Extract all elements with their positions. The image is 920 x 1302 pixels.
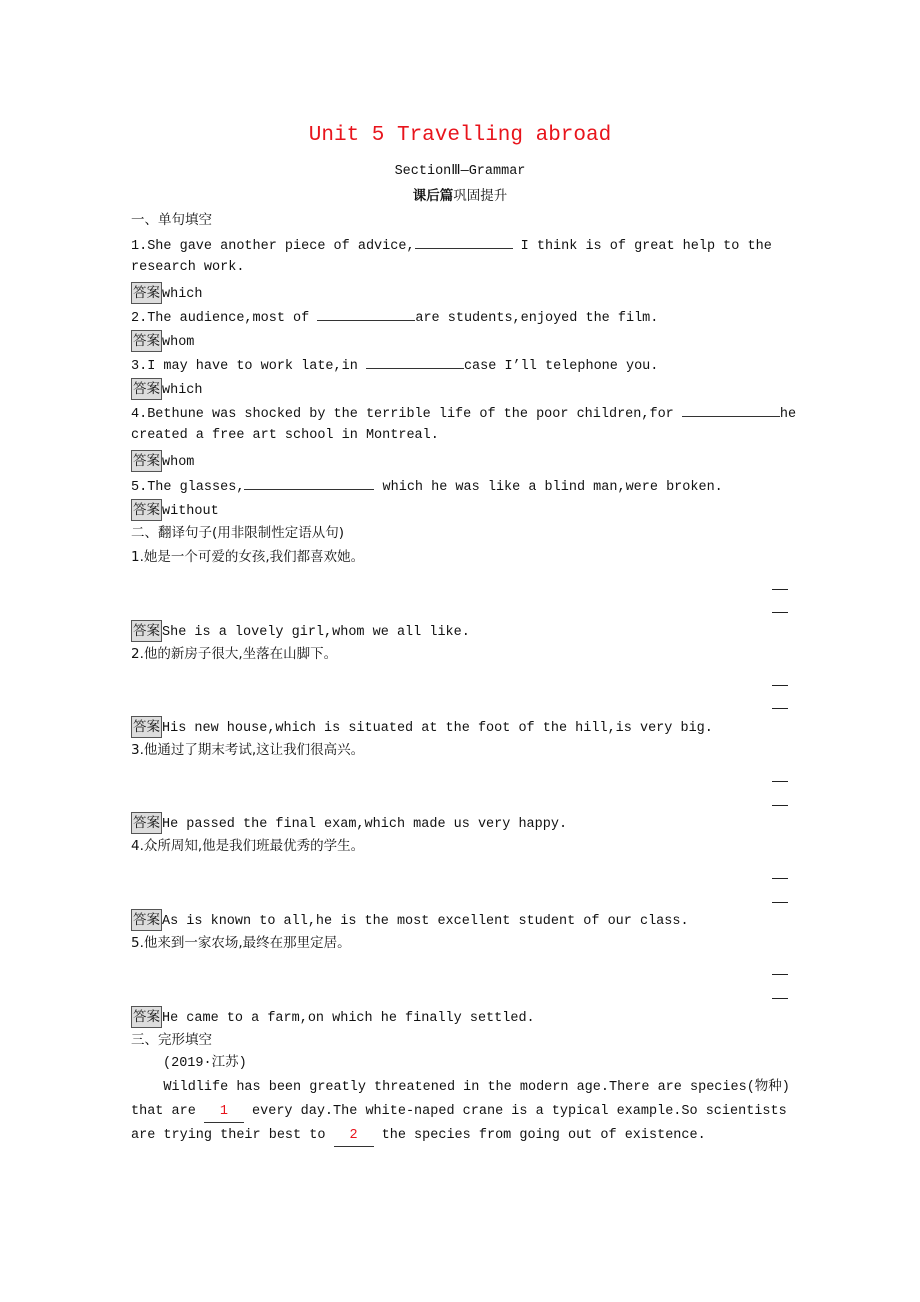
cloze-blank-1: 1 [204,1102,244,1123]
answer-text: which [162,287,203,302]
blank [244,475,374,490]
answer-label: 答案 [131,330,162,352]
q-text: 4.Bethune was shocked by the terrible life of the poor children,for [131,407,682,422]
passage-text: every day.The white-naped crane is a typical example.So scientists [243,1104,787,1119]
passage-line-2 [131,1102,787,1122]
translate-answer-1 [131,620,470,640]
part1-heading: 一、单句填空 [131,212,212,228]
q-text: I think is of great help to the [512,239,772,254]
answer-4 [131,450,194,470]
answer-text: whom [162,455,195,470]
answer-text: She is a lovely girl,whom we all like. [162,625,470,640]
answer-label: 答案 [131,378,162,400]
answer-label: 答案 [131,620,162,642]
answer-line [772,708,788,709]
question-4 [131,402,796,422]
answer-5 [131,499,219,519]
translate-answer-4 [131,909,689,929]
subtitle-rest: 巩固提升 [453,188,508,204]
translate-answer-3 [131,812,567,832]
answer-text: which [162,383,203,398]
q-text: 5.The glasses, [131,480,245,495]
section-title: SectionⅢ—Grammar [394,164,526,179]
answer-text: without [162,504,219,519]
passage-line-3 [131,1126,706,1146]
question-3 [131,354,658,374]
question-1-cont: research work. [131,260,245,275]
answer-text: He came to a farm,on which he finally settled. [162,1011,535,1026]
part3-heading: 三、完形填空 [131,1032,212,1048]
answer-label: 答案 [131,909,162,931]
passage-text: that are [131,1104,204,1119]
answer-line [772,685,788,686]
answer-line [772,781,788,782]
passage-text: the species from going out of existence. [373,1128,706,1143]
passage-text: are trying their best to [131,1128,334,1143]
translate-answer-2 [131,716,713,736]
q-text: 3.I may have to work late,in [131,359,366,374]
blank [366,354,464,369]
source-note: (2019·江苏) [163,1056,247,1071]
answer-1 [131,282,203,302]
answer-line [772,998,788,999]
blank [682,402,780,417]
q-text: 2.The audience,most of [131,311,318,326]
q-text: he [779,407,797,422]
question-1 [131,234,772,254]
answer-label: 答案 [131,282,162,304]
answer-text: whom [162,335,195,350]
answer-label: 答案 [131,450,162,472]
answer-label: 答案 [131,716,162,738]
question-5 [131,475,723,495]
q-text: case I’ll telephone you. [463,359,659,374]
answer-line [772,974,788,975]
blank [415,234,513,249]
answer-line [772,589,788,590]
translate-question-2: 2.他的新房子很大,坐落在山脚下。 [131,646,338,662]
translate-question-4: 4.众所周知,他是我们班最优秀的学生。 [131,838,365,854]
passage-line-1: Wildlife has been greatly threatened in the modern age.There are species(物种) [131,1080,790,1095]
answer-3 [131,378,203,398]
answer-text: He passed the final exam,which made us very happy. [162,817,568,832]
answer-line [772,902,788,903]
answer-text: His new house,which is situated at the foot of the hill,is very big. [162,721,713,736]
answer-text: As is known to all,he is the most excellent student of our class. [162,914,689,929]
translate-question-5: 5.他来到一家农场,最终在那里定居。 [131,935,351,951]
answer-label: 答案 [131,1006,162,1028]
question-2 [131,306,658,326]
subtitle-bold: 课后篇 [412,188,454,204]
answer-2 [131,330,194,350]
q-text: 1.She gave another piece of advice, [131,239,415,254]
answer-line [772,805,788,806]
doc-title: Unit 5 Travelling abroad [308,124,612,147]
translate-question-3: 3.他通过了期末考试,这让我们很高兴。 [131,742,365,758]
translate-question-1: 1.她是一个可爱的女孩,我们都喜欢她。 [131,549,365,565]
answer-label: 答案 [131,499,162,521]
q-text: which he was like a blind man,were broken. [374,480,723,495]
cloze-blank-2: 2 [334,1126,374,1147]
subtitle [0,186,920,206]
answer-label: 答案 [131,812,162,834]
translate-answer-5 [131,1006,535,1026]
answer-line [772,612,788,613]
part2-heading: 二、翻译句子(用非限制性定语从句) [131,525,345,541]
question-4-cont: created a free art school in Montreal. [131,428,439,443]
answer-line [772,878,788,879]
q-text: are students,enjoyed the film. [415,311,659,326]
blank [317,306,415,321]
